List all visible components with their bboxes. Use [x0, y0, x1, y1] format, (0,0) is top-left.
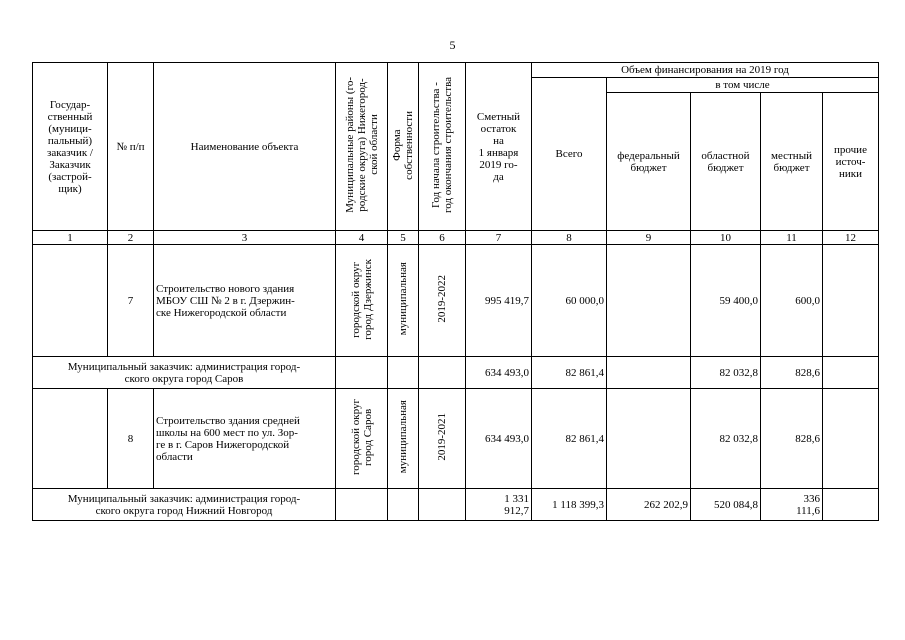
- item-number: 7: [108, 245, 154, 357]
- local-value: 336 111,6: [761, 489, 823, 521]
- district-text: городской округ город Дзержинск: [349, 258, 374, 340]
- regional-value: 520 084,8: [691, 489, 761, 521]
- other-value: [823, 357, 879, 389]
- years-text: 2019-2022: [436, 275, 448, 323]
- header-object-name: Наименование объекта: [154, 63, 336, 231]
- header-ownership-text: Форма собственности: [391, 110, 415, 180]
- column-number: 8: [532, 231, 607, 245]
- total-value: 82 861,4: [532, 389, 607, 489]
- header-district: [336, 63, 388, 231]
- customer-label: Муниципальный заказчик: администрация город- ского округа город Нижний Новгород: [33, 489, 336, 521]
- regional-value: 82 032,8: [691, 357, 761, 389]
- district-cell: [336, 389, 388, 489]
- header-including: в том числе: [607, 78, 879, 93]
- local-value: 600,0: [761, 245, 823, 357]
- total-value: 60 000,0: [532, 245, 607, 357]
- column-number: 12: [823, 231, 879, 245]
- regional-value: 82 032,8: [691, 389, 761, 489]
- federal-value: [607, 245, 691, 357]
- other-value: [823, 489, 879, 521]
- column-number: 11: [761, 231, 823, 245]
- header-total: Всего: [532, 78, 607, 231]
- balance-value: 634 493,0: [466, 389, 532, 489]
- column-number: 3: [154, 231, 336, 245]
- header-item-number: № п/п: [108, 63, 154, 231]
- empty-cell: [388, 357, 419, 389]
- ownership-text: муниципальная: [397, 400, 409, 474]
- ownership-cell: [388, 245, 419, 357]
- table-row-object-8: [33, 389, 879, 489]
- financing-table: [32, 62, 879, 521]
- years-cell: [419, 389, 466, 489]
- header-local-budget: местный бюджет: [761, 93, 823, 231]
- table-row-customer-nizhny-novgorod: [33, 489, 879, 521]
- total-value: 82 861,4: [532, 357, 607, 389]
- item-number: 8: [108, 389, 154, 489]
- column-number-row: [33, 231, 879, 245]
- customer-label: Муниципальный заказчик: администрация город- ского округа город Саров: [33, 357, 336, 389]
- other-value: [823, 245, 879, 357]
- local-value: 828,6: [761, 357, 823, 389]
- balance-value: 634 493,0: [466, 357, 532, 389]
- header-customer: Государ- ственный (муници- пальный) заказчик / Заказчик (застрой- щик): [33, 63, 108, 231]
- empty-cell: [336, 357, 388, 389]
- district-text: городской округ город Саров: [349, 398, 374, 476]
- header-ownership: [388, 63, 419, 231]
- empty-cell: [336, 489, 388, 521]
- object-name: Строительство здания средней школы на 600 мест по ул. Зор- ге в г. Саров Нижегородской области: [154, 389, 336, 489]
- customer-cell: [33, 245, 108, 357]
- header-regional-budget: областной бюджет: [691, 93, 761, 231]
- table-row-object-7: [33, 245, 879, 357]
- total-value: 1 118 399,3: [532, 489, 607, 521]
- header-estimated-balance: Сметный остаток на 1 января 2019 го- да: [466, 63, 532, 231]
- header-federal-budget: федеральный бюджет: [607, 93, 691, 231]
- district-cell: [336, 245, 388, 357]
- years-text: 2019-2021: [436, 413, 448, 461]
- header-years-text: Год начала строительства - год окончания строительства: [430, 77, 454, 213]
- empty-cell: [388, 489, 419, 521]
- column-number: 5: [388, 231, 419, 245]
- table-row-customer-sarov: [33, 357, 879, 389]
- column-number: 9: [607, 231, 691, 245]
- balance-value: 1 331 912,7: [466, 489, 532, 521]
- other-value: [823, 389, 879, 489]
- column-number: 4: [336, 231, 388, 245]
- column-number: 6: [419, 231, 466, 245]
- empty-cell: [419, 489, 466, 521]
- customer-cell: [33, 389, 108, 489]
- empty-cell: [419, 357, 466, 389]
- federal-value: 262 202,9: [607, 489, 691, 521]
- page-number: 5: [449, 38, 456, 52]
- years-cell: [419, 245, 466, 357]
- object-name: Строительство нового здания МБОУ СШ № 2 в г. Дзержин- ске Нижегородской области: [154, 245, 336, 357]
- header-years: [419, 63, 466, 231]
- regional-value: 59 400,0: [691, 245, 761, 357]
- federal-value: [607, 389, 691, 489]
- column-number: 2: [108, 231, 154, 245]
- column-number: 1: [33, 231, 108, 245]
- column-number: 7: [466, 231, 532, 245]
- header-district-text: Муниципальные районы (го- родские округа) Нижегород- ской области: [343, 77, 380, 213]
- ownership-text: муниципальная: [397, 262, 409, 336]
- federal-value: [607, 357, 691, 389]
- header-other-sources: прочие источ- ники: [823, 93, 879, 231]
- ownership-cell: [388, 389, 419, 489]
- balance-value: 995 419,7: [466, 245, 532, 357]
- column-number: 10: [691, 231, 761, 245]
- local-value: 828,6: [761, 389, 823, 489]
- header-funding-volume: Объем финансирования на 2019 год: [532, 63, 879, 78]
